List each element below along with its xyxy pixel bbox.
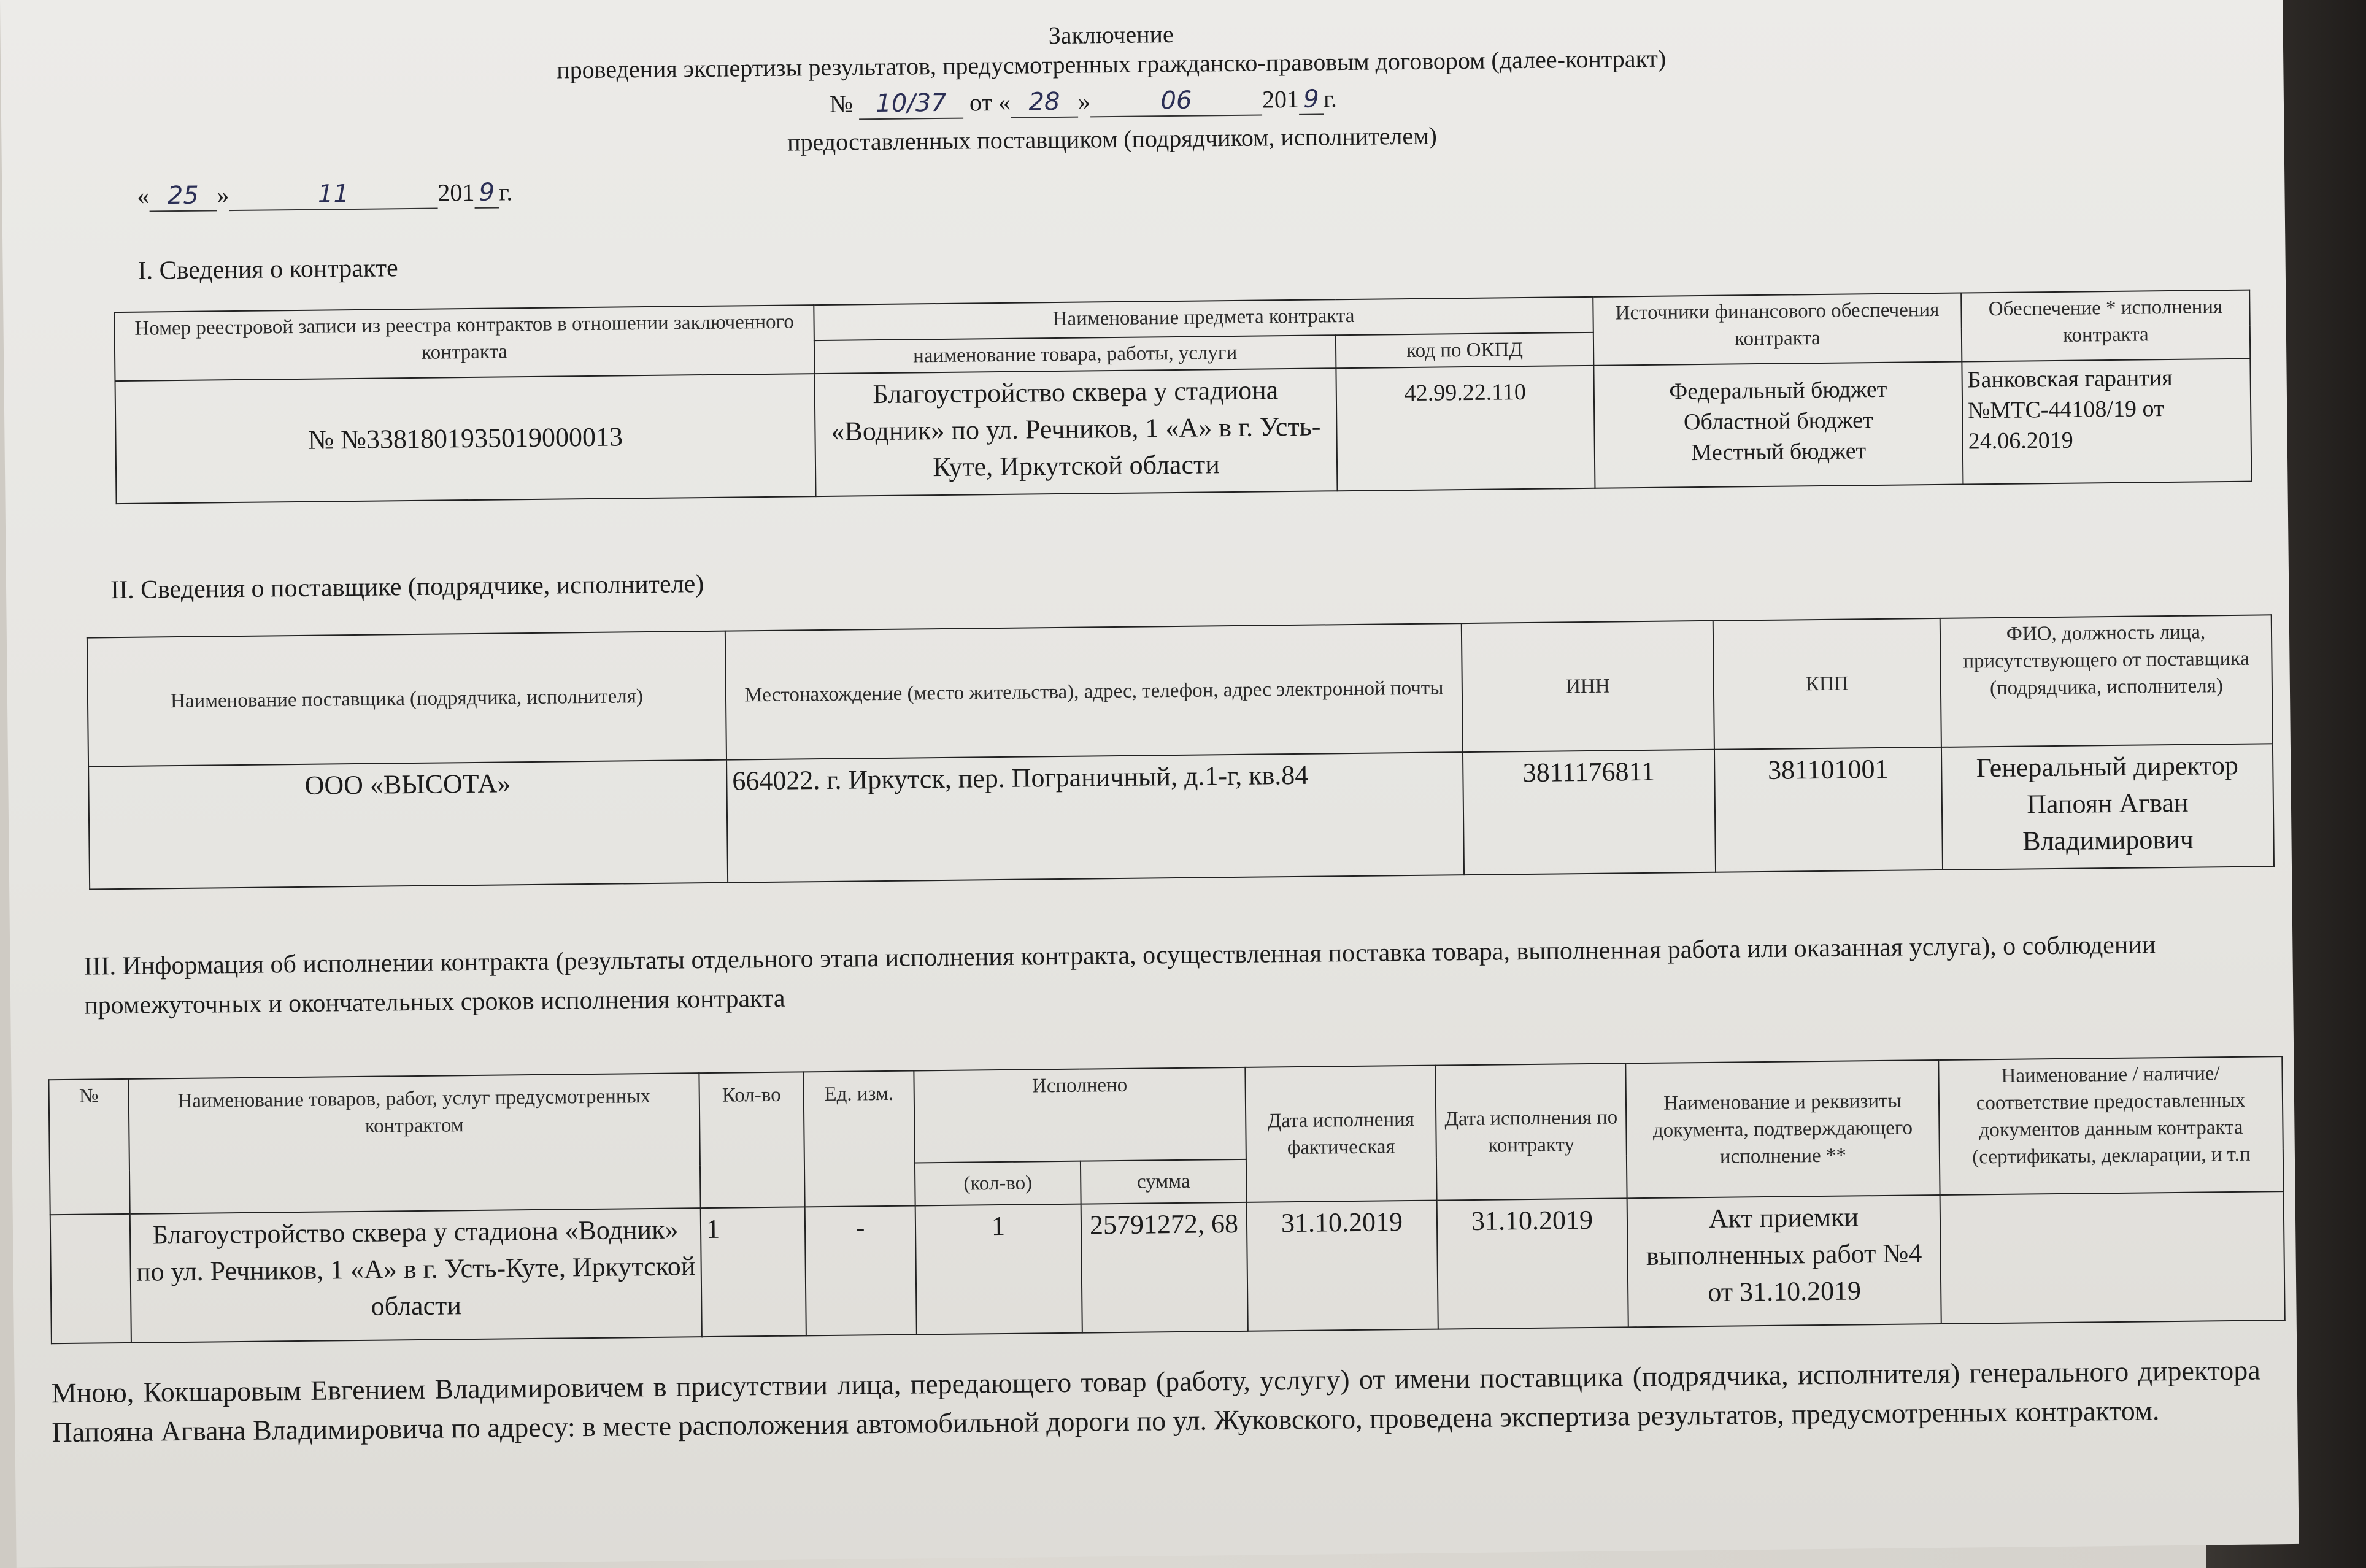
header-okpd: код по ОКПД bbox=[1336, 332, 1594, 368]
date-year: 201 bbox=[437, 178, 475, 207]
executed-sum: 25791272, 68 bbox=[1081, 1202, 1248, 1333]
header-executed: Исполнено bbox=[914, 1067, 1246, 1163]
date-actual: 31.10.2019 bbox=[1247, 1201, 1438, 1331]
header-representative: ФИО, должность лица, присутствующего от поставщика (подрядчика, исполнителя) bbox=[1940, 615, 2273, 747]
header-compliance: Наименование / наличие/ соответствие предоставленных документов данным контракта (сертификаты, декларации, и т.п bbox=[1938, 1056, 2283, 1195]
document-subtitle: проведения экспертизы результатов, предусмотренных гражданско-правовым договором (далее-контракт) bbox=[556, 44, 1667, 84]
finance-sources bbox=[1593, 362, 1963, 488]
header-supplier-name: Наименование поставщика (подрядчика, исполнителя) bbox=[87, 631, 726, 767]
date-year-digit: 9 bbox=[474, 178, 499, 209]
contract-year-digit: 9 bbox=[1299, 84, 1324, 115]
finance-regional: Областной бюджет bbox=[1683, 407, 1873, 436]
compliance-cell bbox=[1940, 1191, 2285, 1324]
provided-by-line: предоставленных поставщиком (подрядчиком, исполнителем) bbox=[787, 121, 1438, 156]
contract-subject: Благоустройство сквера у стадиона «Водник» по ул. Речников, 1 «А» в г. Усть-Куте, Иркутской области bbox=[814, 368, 1337, 496]
section-1-title: I. Сведения о контракте bbox=[137, 254, 398, 285]
header-date-actual: Дата исполнения фактическая bbox=[1245, 1066, 1436, 1202]
header-date-contract: Дата исполнения по контракту bbox=[1435, 1063, 1627, 1200]
header-inn: ИНН bbox=[1462, 621, 1714, 752]
header-security: Обеспечение * исполнения контракта bbox=[1961, 290, 2250, 362]
header-unit: Ед. изм. bbox=[803, 1070, 915, 1207]
date-suffix: г. bbox=[499, 178, 513, 206]
contract-number-line: № 10/37 от « 28 » 06 201 9 г. bbox=[830, 84, 1338, 120]
contract-year: 201 bbox=[1262, 85, 1300, 113]
bank-guarantee: Банковская гарантия №МТС-44108/19 от 24.06.2019 bbox=[1962, 359, 2251, 485]
finance-local: Местный бюджет bbox=[1691, 438, 1867, 466]
header-registry: Номер реестровой записи из реестра контрактов в отношении заключенного контракта bbox=[114, 305, 814, 381]
confirming-document: Акт приемки выполненных работ №4 от 31.10.2019 bbox=[1627, 1195, 1941, 1327]
header-supplier-address: Местонахождение (место жительства), адрес, телефон, адрес электронной почты bbox=[725, 623, 1463, 760]
supplier-address: 664022. г. Иркутск, пер. Пограничный, д.1-г, кв.84 bbox=[726, 752, 1464, 883]
contract-info-table bbox=[114, 290, 2252, 504]
contract-month: 06 bbox=[1090, 85, 1263, 117]
header-goods: наименование товара, работы, услуги bbox=[814, 335, 1336, 374]
header-subject: Наименование предмета контракта bbox=[814, 297, 1593, 340]
date-day: 25 bbox=[149, 180, 217, 212]
header-quantity: Кол-во bbox=[699, 1072, 804, 1208]
date-by-contract: 31.10.2019 bbox=[1437, 1198, 1628, 1329]
registry-number: № №3381801935019000013 bbox=[115, 374, 816, 504]
supplier-representative: Генеральный директор Папоян Агван Владимирович bbox=[1941, 744, 2274, 870]
execution-info-table bbox=[48, 1056, 2285, 1344]
date-month: 11 bbox=[229, 179, 438, 212]
header-row-number: № bbox=[48, 1079, 129, 1215]
conclusion-date: « 25 » 11 201 9 г. bbox=[137, 177, 512, 212]
section-3-title: III. Информация об исполнении контракта (результаты отдельного этапа исполнения контракта, осуществленная поставка товара, выполненная работа или оказанная услуга), о соблюдении промежуточных и окончательных сроков исполнения контракта bbox=[83, 931, 2156, 1020]
okpd-code: 42.99.22.110 bbox=[1336, 366, 1595, 491]
year-suffix: г. bbox=[1323, 85, 1338, 113]
contract-number: 10/37 bbox=[859, 88, 964, 120]
number-sign: № bbox=[829, 90, 854, 118]
header-confirming-document: Наименование и реквизиты документа, подтверждающего исполнение ** bbox=[1625, 1060, 1940, 1198]
header-executed-qty: (кол-во) bbox=[915, 1161, 1081, 1206]
section-2-title: II. Сведения о поставщике (подрядчике, исполнителе) bbox=[110, 570, 704, 605]
header-item-name: Наименование товаров, работ, услуг предусмотренных контрактом bbox=[128, 1073, 700, 1214]
from-label: от « bbox=[969, 88, 1011, 117]
executed-quantity: 1 bbox=[915, 1204, 1082, 1335]
supplier-inn: 3811176811 bbox=[1463, 750, 1716, 875]
header-finance: Источники финансового обеспечения контракта bbox=[1593, 293, 1962, 366]
supplier-name: ООО «ВЫСОТА» bbox=[88, 760, 728, 890]
row-number bbox=[50, 1214, 131, 1343]
supplier-info-table bbox=[87, 614, 2275, 890]
supplier-kpp: 381101001 bbox=[1714, 747, 1943, 872]
header-executed-sum: сумма bbox=[1081, 1159, 1247, 1204]
expertise-statement: Мною, Кокшаровым Евгением Владимировичем в присутствии лица, передающего товар (работу, услугу) от имени поставщика (подрядчика, исполнителя) генерального директора Папояна Агвана Владимировича по адресу: в месте расположения автомобильной дороги по ул. Жуковского, проведена экспертиза результатов, предусмотренных контрактом. bbox=[51, 1354, 2260, 1448]
finance-federal: Федеральный бюджет bbox=[1669, 376, 1887, 405]
document-title: Заключение bbox=[1048, 20, 1174, 50]
work-unit: - bbox=[805, 1205, 917, 1335]
work-quantity: 1 bbox=[701, 1207, 806, 1337]
header-kpp: КПП bbox=[1713, 618, 1941, 750]
contract-day: 28 bbox=[1011, 87, 1079, 118]
work-name: Благоустройство сквера у стадиона «Водник» по ул. Речников, 1 «А» в г. Усть-Куте, Иркутской области bbox=[130, 1208, 702, 1343]
